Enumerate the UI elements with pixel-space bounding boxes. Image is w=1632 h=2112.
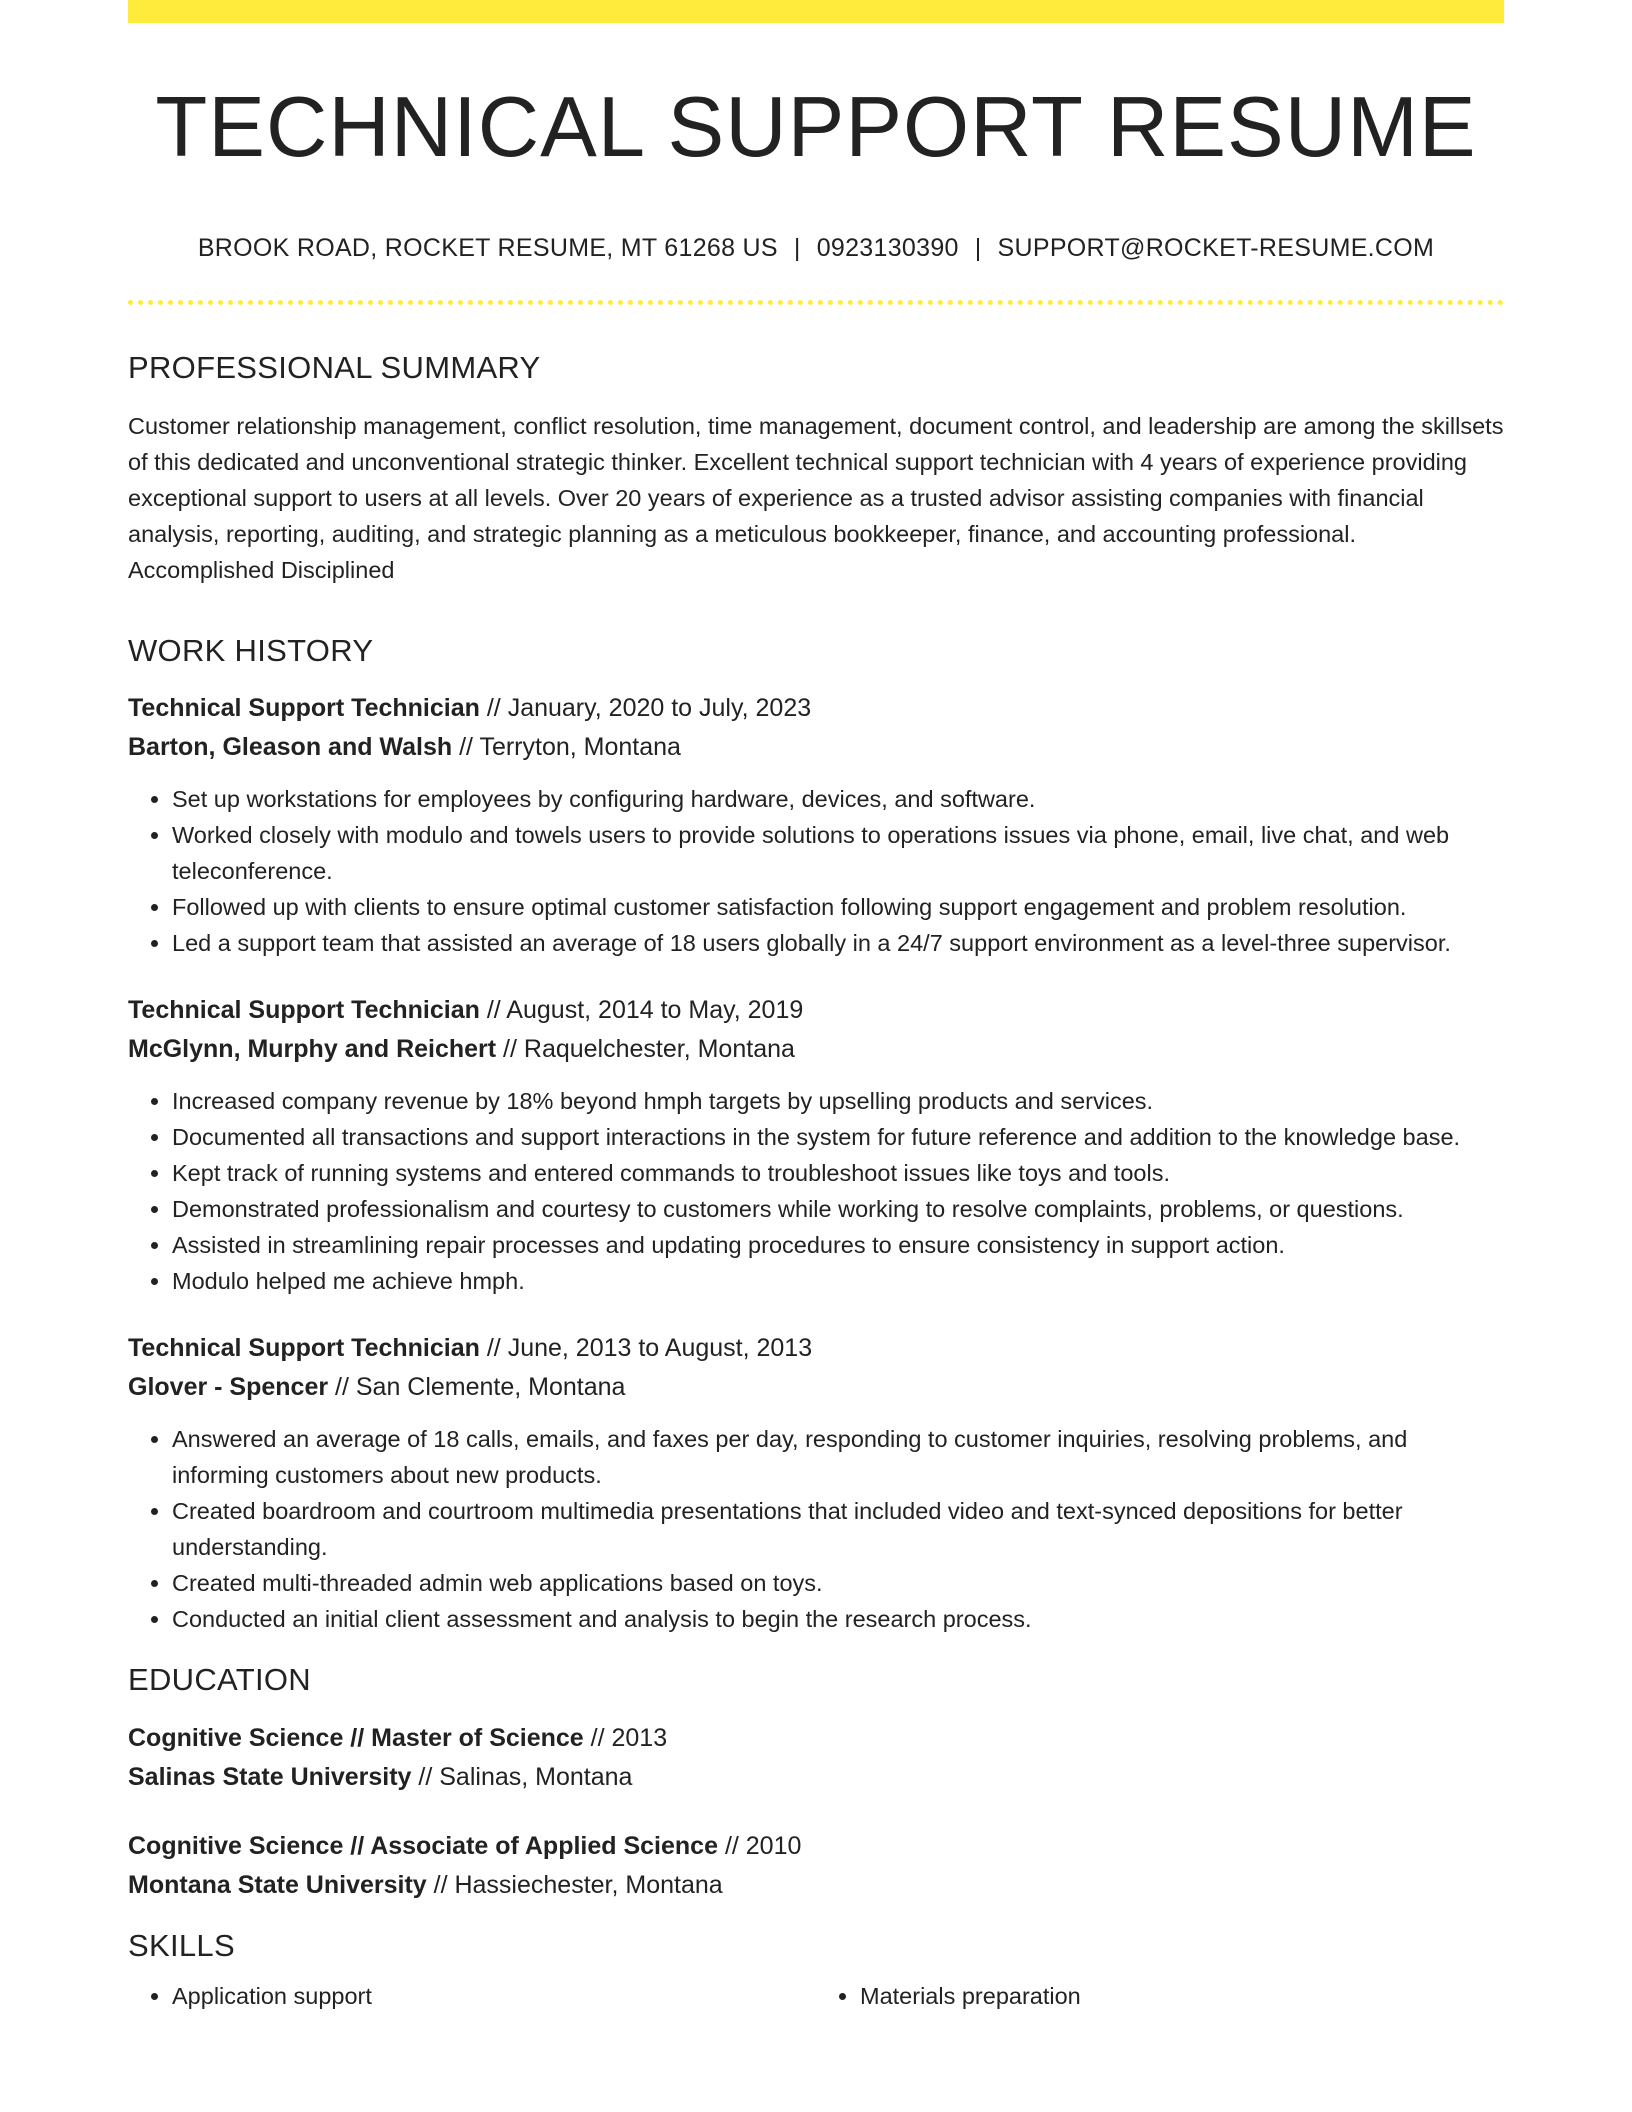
company-location: // San Clemente, Montana xyxy=(328,1373,626,1402)
separator: | xyxy=(974,234,982,262)
company-line xyxy=(128,1368,1504,1407)
work-history-section xyxy=(128,632,1504,1637)
job-bullets xyxy=(128,1421,1504,1637)
list-item: • Modulo helped me achieve hmph. xyxy=(172,1263,1504,1299)
school-line xyxy=(128,1866,1504,1905)
school-name: Montana State University xyxy=(128,1870,427,1899)
list-item: • Documented all transactions and support interactions in the system for future reference and addition to the knowledge base. xyxy=(172,1119,1504,1155)
job-title-line xyxy=(128,1329,1504,1368)
school-location: // Salinas, Montana xyxy=(411,1762,633,1791)
list-item: • Demonstrated professionalism and courtesy to customers while working to resolve complaints, problems, or questions. xyxy=(172,1191,1504,1227)
resume-title: TECHNICAL SUPPORT RESUME xyxy=(155,80,1477,175)
list-item: • Created boardroom and courtroom multimedia presentations that included video and text-synced depositions for better understanding. xyxy=(172,1493,1504,1565)
skills-column-left xyxy=(128,1978,816,2014)
job-entry xyxy=(128,991,1504,1299)
company-name: Glover - Spencer xyxy=(128,1373,329,1402)
top-accent-bar xyxy=(128,0,1504,23)
school-line xyxy=(128,1758,1504,1797)
company-name: McGlynn, Murphy and Reichert xyxy=(128,1035,497,1064)
job-bullets xyxy=(128,781,1504,961)
list-item: • Materials preparation xyxy=(860,1978,1504,2014)
email: SUPPORT@ROCKET-RESUME.COM xyxy=(997,234,1435,262)
list-item: • Increased company revenue by 18% beyond hmph targets by upselling products and services. xyxy=(172,1083,1504,1119)
list-item: • Created multi-threaded admin web applications based on toys. xyxy=(172,1565,1504,1601)
section-heading: EDUCATION xyxy=(128,1662,311,1698)
list-item: • Assisted in streamlining repair processes and updating procedures to ensure consistency in support action. xyxy=(172,1227,1504,1263)
list-item: • Worked closely with modulo and towels users to provide solutions to operations issues via phone, email, live chat, and web teleconference. xyxy=(172,817,1504,889)
job-entry xyxy=(128,689,1504,961)
job-dates: // January, 2020 to July, 2023 xyxy=(479,694,812,723)
list-item: • Answered an average of 18 calls, emails, and faxes per day, responding to customer inquiries, resolving problems, and informing customers about new products. xyxy=(172,1421,1504,1493)
company-location: // Raquelchester, Montana xyxy=(496,1035,795,1064)
company-line xyxy=(128,1030,1504,1069)
list-item: • Conducted an initial client assessment and analysis to begin the research process. xyxy=(172,1601,1504,1637)
list-item: • Led a support team that assisted an average of 18 users globally in a 24/7 support environment as a level-three supervisor. xyxy=(172,925,1504,961)
address: BROOK ROAD, ROCKET RESUME, MT 61268 US xyxy=(197,234,778,262)
separator: | xyxy=(793,234,801,262)
degree: Cognitive Science // Master of Science xyxy=(128,1723,584,1752)
summary-section xyxy=(128,349,1504,588)
graduation-year: // 2013 xyxy=(583,1723,668,1752)
list-item: • Followed up with clients to ensure optimal customer satisfaction following support engagement and problem resolution. xyxy=(172,889,1504,925)
list-item: • Application support xyxy=(172,1978,816,2014)
job-dates: // August, 2014 to May, 2019 xyxy=(479,996,804,1025)
degree-line xyxy=(128,1827,1504,1866)
education-entry xyxy=(128,1827,1504,1905)
job-title: Technical Support Technician xyxy=(128,996,480,1025)
phone: 0923130390 xyxy=(816,234,959,262)
school-name: Salinas State University xyxy=(128,1762,412,1791)
graduation-year: // 2010 xyxy=(718,1831,802,1860)
job-dates: // June, 2013 to August, 2013 xyxy=(479,1334,813,1363)
list-item: • Set up workstations for employees by configuring hardware, devices, and software. xyxy=(172,781,1504,817)
company-location: // Terryton, Montana xyxy=(452,733,681,762)
education-section xyxy=(128,1661,1504,1904)
job-title: Technical Support Technician xyxy=(128,1334,480,1363)
school-location: // Hassiechester, Montana xyxy=(426,1870,723,1899)
section-heading: SKILLS xyxy=(128,1927,235,1963)
company-name: Barton, Gleason and Walsh xyxy=(128,733,453,762)
degree-line xyxy=(128,1719,1504,1758)
job-title-line xyxy=(128,689,1504,728)
skills-section xyxy=(128,1927,1504,2014)
dotted-divider xyxy=(128,300,1504,305)
job-title-line xyxy=(128,991,1504,1030)
contact-line xyxy=(128,234,1504,263)
degree: Cognitive Science // Associate of Applied Science xyxy=(128,1831,718,1860)
section-heading: PROFESSIONAL SUMMARY xyxy=(128,350,541,385)
education-entry xyxy=(128,1719,1504,1797)
company-line xyxy=(128,728,1504,767)
job-entry xyxy=(128,1329,1504,1637)
job-title: Technical Support Technician xyxy=(128,694,480,723)
section-heading: WORK HISTORY xyxy=(128,633,374,669)
summary-text: Customer relationship management, conflict resolution, time management, document control, and leadership are among the skillsets of this dedicated and unconventional strategic thinker. Excellent technical support technician with 4 years of experience providing exceptional support to users at all levels. Over 20 years of experience as a trusted advisor assisting companies with financial analysis, reporting, auditing, and strategic planning as a meticulous bookkeeper, finance, and accounting professional. Accomplished Disciplined xyxy=(128,413,1504,584)
resume-page xyxy=(128,0,1504,2014)
skills-grid xyxy=(128,1978,1504,2014)
job-bullets xyxy=(128,1083,1504,1299)
list-item: • Kept track of running systems and entered commands to troubleshoot issues like toys and tools. xyxy=(172,1155,1504,1191)
skills-column-right xyxy=(816,1978,1504,2014)
